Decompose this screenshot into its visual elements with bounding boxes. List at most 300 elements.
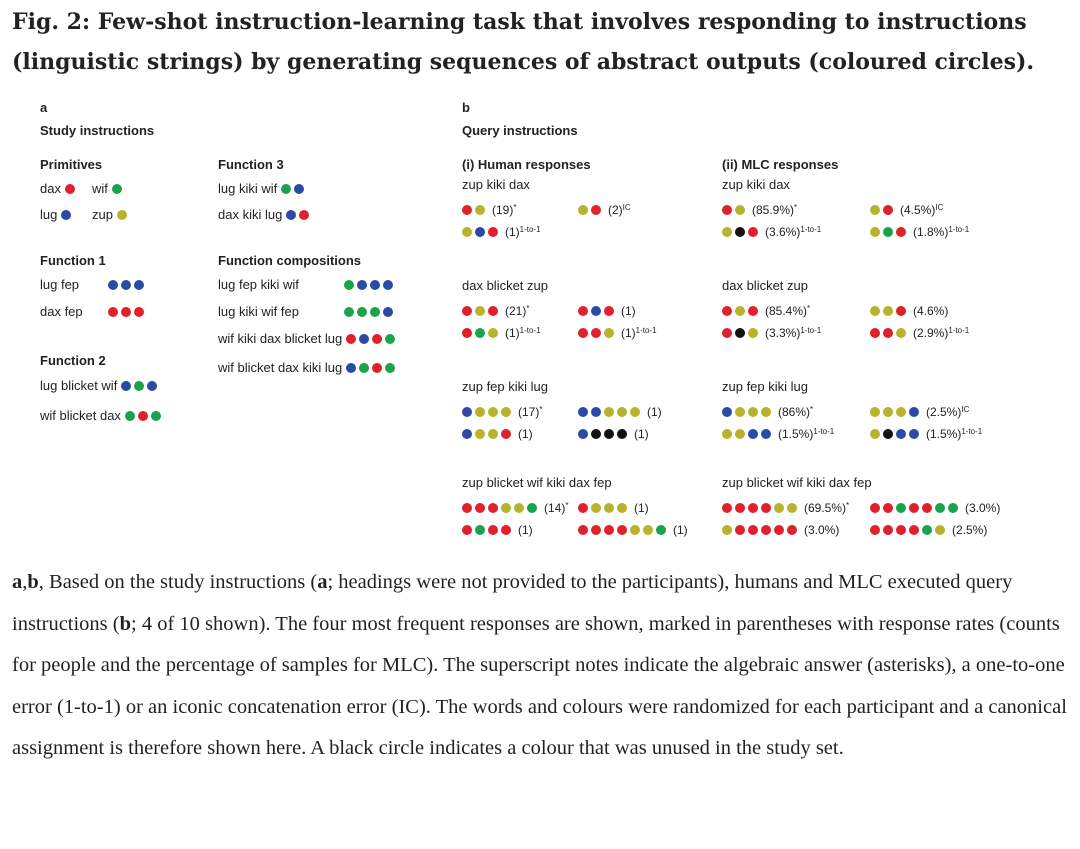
red-circle	[883, 525, 893, 535]
red-circle	[722, 306, 732, 316]
panel-b-heading: Query instructions	[462, 123, 578, 138]
dot-sequence	[870, 405, 922, 419]
response-rate: (69.5%)	[804, 501, 847, 515]
response-rate: (1)	[621, 304, 636, 318]
red-circle	[883, 205, 893, 215]
instruction-text: lug kiki wif fep	[218, 304, 299, 319]
blue-circle	[591, 306, 601, 316]
primitive-dax	[40, 181, 78, 197]
green-circle	[151, 411, 161, 421]
yellow-circle	[617, 407, 627, 417]
dot-sequence	[578, 523, 669, 537]
compositions-heading: Function compositions	[218, 253, 361, 268]
dot-sequence	[286, 207, 312, 223]
response-rate: (1)	[634, 501, 649, 515]
response-note: *	[810, 405, 814, 414]
response-rate: (86%)	[778, 405, 811, 419]
dot-sequence	[117, 207, 130, 223]
yellow-circle	[896, 328, 906, 338]
dot-sequence	[870, 304, 909, 318]
dot-sequence	[462, 405, 514, 419]
red-circle	[299, 210, 309, 220]
red-circle	[722, 328, 732, 338]
dot-sequence	[462, 203, 488, 217]
red-circle	[748, 227, 758, 237]
red-circle	[870, 503, 880, 513]
human-response	[462, 425, 533, 441]
panel-b-label: b	[462, 100, 470, 115]
yellow-circle	[488, 328, 498, 338]
blue-circle	[370, 280, 380, 290]
red-circle	[883, 503, 893, 513]
red-circle	[462, 525, 472, 535]
yellow-circle	[870, 306, 880, 316]
red-circle	[896, 227, 906, 237]
dot-sequence	[870, 501, 961, 515]
blue-circle	[61, 210, 71, 220]
human-response	[578, 403, 662, 419]
red-circle	[578, 503, 588, 513]
response-rate: (3.3%)	[765, 326, 801, 340]
yellow-circle	[935, 525, 945, 535]
composition-item	[218, 360, 398, 376]
dot-sequence	[462, 523, 514, 537]
yellow-circle	[617, 503, 627, 513]
red-circle	[108, 307, 118, 317]
red-circle	[134, 307, 144, 317]
blue-circle	[591, 407, 601, 417]
primitive-word: wif	[92, 181, 108, 196]
response-note: IC	[622, 203, 631, 212]
mlc-response	[722, 403, 813, 419]
red-circle	[604, 306, 614, 316]
response-rate: (19)	[492, 203, 514, 217]
red-circle	[65, 184, 75, 194]
function2-item	[40, 408, 164, 424]
query-text: zup kiki dax	[722, 177, 790, 192]
dot-sequence	[346, 360, 398, 376]
human-response	[462, 324, 541, 340]
response-rate: (1)	[634, 427, 649, 441]
blue-circle	[134, 280, 144, 290]
dot-sequence	[65, 181, 78, 197]
yellow-circle	[462, 227, 472, 237]
panel-a-heading: Study instructions	[40, 123, 155, 138]
dot-sequence	[722, 326, 761, 340]
mlc-response	[722, 324, 821, 340]
query-text: dax blicket zup	[722, 278, 808, 293]
green-circle	[656, 525, 666, 535]
red-circle	[462, 306, 472, 316]
instruction-text: lug blicket wif	[40, 378, 118, 393]
response-note: 1-to-1	[800, 225, 822, 234]
dot-sequence	[61, 207, 74, 223]
response-note: *	[807, 304, 811, 313]
blue-circle	[909, 429, 919, 439]
function1-item	[40, 277, 147, 293]
human-response	[462, 403, 542, 419]
dot-sequence	[578, 203, 604, 217]
blue-circle	[896, 429, 906, 439]
response-rate: (85.9%)	[752, 203, 795, 217]
yellow-circle	[896, 407, 906, 417]
green-circle	[527, 503, 537, 513]
red-circle	[121, 307, 131, 317]
figure-title: Fig. 2: Few-shot instruction-learning task that involves responding to instructions (linguistic strings) by generating sequences of abstract outputs (coloured circles).	[12, 9, 1035, 75]
yellow-circle	[604, 503, 614, 513]
mlc-response	[870, 403, 969, 419]
blue-circle	[286, 210, 296, 220]
red-circle	[787, 525, 797, 535]
yellow-circle	[870, 407, 880, 417]
response-note: *	[526, 304, 530, 313]
mlc-response	[870, 302, 948, 318]
human-response	[578, 201, 631, 217]
red-circle	[870, 525, 880, 535]
human-responses-heading: (i) Human responses	[462, 157, 591, 172]
response-note: *	[565, 501, 569, 510]
yellow-circle	[787, 503, 797, 513]
response-note: 1-to-1	[519, 326, 541, 335]
human-response	[578, 521, 688, 537]
red-circle	[909, 503, 919, 513]
dot-sequence	[578, 501, 630, 515]
human-response	[462, 223, 541, 239]
yellow-circle	[722, 227, 732, 237]
response-rate: (1.5%)	[926, 427, 962, 441]
red-circle	[909, 525, 919, 535]
yellow-circle	[735, 429, 745, 439]
yellow-circle	[604, 328, 614, 338]
dot-sequence	[462, 501, 540, 515]
green-circle	[883, 227, 893, 237]
blue-circle	[722, 407, 732, 417]
response-rate: (2)	[608, 203, 623, 217]
dot-sequence	[722, 304, 761, 318]
response-rate: (2.9%)	[913, 326, 949, 340]
yellow-circle	[761, 407, 771, 417]
dot-sequence	[281, 181, 307, 197]
human-response	[462, 499, 568, 515]
dot-sequence	[722, 203, 748, 217]
yellow-circle	[774, 503, 784, 513]
black-circle	[883, 429, 893, 439]
response-rate: (2.5%)	[926, 405, 962, 419]
green-circle	[344, 280, 354, 290]
primitive-word: dax	[40, 181, 61, 196]
mlc-response	[870, 425, 982, 441]
blue-circle	[578, 429, 588, 439]
mlc-responses-heading: (ii) MLC responses	[722, 157, 839, 172]
primitives-heading: Primitives	[40, 157, 103, 172]
red-circle	[604, 525, 614, 535]
instruction-text: wif blicket dax kiki lug	[218, 360, 343, 375]
dot-sequence	[462, 326, 501, 340]
blue-circle	[359, 334, 369, 344]
human-response	[462, 521, 533, 537]
yellow-circle	[883, 306, 893, 316]
response-rate: (85.4%)	[765, 304, 808, 318]
yellow-circle	[630, 525, 640, 535]
green-circle	[112, 184, 122, 194]
response-note: 1-to-1	[948, 326, 970, 335]
red-circle	[748, 306, 758, 316]
blue-circle	[462, 429, 472, 439]
dot-sequence	[462, 304, 501, 318]
yellow-circle	[117, 210, 127, 220]
instruction-text: dax kiki lug	[218, 207, 283, 222]
response-rate: (1.5%)	[778, 427, 814, 441]
black-circle	[735, 227, 745, 237]
blue-circle	[748, 429, 758, 439]
yellow-circle	[475, 205, 485, 215]
function2-heading: Function 2	[40, 353, 106, 368]
response-note: IC	[935, 203, 944, 212]
caption-ref-b: b	[119, 612, 132, 635]
response-rate: (14)	[544, 501, 566, 515]
caption-label-b: b	[27, 571, 39, 593]
query-text: zup blicket wif kiki dax fep	[462, 475, 612, 490]
red-circle	[896, 306, 906, 316]
query-text: dax blicket zup	[462, 278, 548, 293]
function1-item	[40, 304, 147, 320]
blue-circle	[346, 363, 356, 373]
dot-sequence	[112, 181, 125, 197]
blue-circle	[909, 407, 919, 417]
red-circle	[501, 429, 511, 439]
response-rate: (3.0%)	[965, 501, 1001, 515]
red-circle	[488, 227, 498, 237]
blue-circle	[294, 184, 304, 194]
function3-item	[218, 181, 307, 197]
response-note: 1-to-1	[519, 225, 541, 234]
green-circle	[922, 525, 932, 535]
red-circle	[591, 205, 601, 215]
primitive-word: lug	[40, 207, 58, 222]
mlc-response	[722, 302, 810, 318]
dot-sequence	[344, 304, 396, 320]
red-circle	[748, 503, 758, 513]
dot-sequence	[870, 523, 948, 537]
yellow-circle	[883, 407, 893, 417]
caption-text: ; headings were not provided to the participants), humans and MLC executed query instructions (	[12, 571, 1013, 635]
primitive-wif	[92, 181, 125, 197]
response-rate: (1)	[673, 523, 688, 537]
query-text: zup blicket wif kiki dax fep	[722, 475, 872, 490]
dot-sequence	[870, 203, 896, 217]
red-circle	[591, 525, 601, 535]
yellow-circle	[475, 306, 485, 316]
response-rate: (1.8%)	[913, 225, 949, 239]
response-rate: (1)	[647, 405, 662, 419]
green-circle	[948, 503, 958, 513]
red-circle	[922, 503, 932, 513]
red-circle	[748, 525, 758, 535]
caption-ref-a: a	[317, 571, 328, 593]
mlc-response	[870, 521, 987, 537]
response-note: 1-to-1	[948, 225, 970, 234]
red-circle	[346, 334, 356, 344]
figure-panels	[0, 96, 1080, 544]
red-circle	[475, 503, 485, 513]
dot-sequence	[462, 427, 514, 441]
dot-sequence	[578, 405, 643, 419]
caption-text: , Based on the study instructions (	[38, 571, 318, 593]
instruction-text: lug fep	[40, 277, 80, 292]
composition-item	[218, 277, 396, 293]
dot-sequence	[125, 408, 164, 424]
red-circle	[591, 328, 601, 338]
red-circle	[488, 503, 498, 513]
red-circle	[462, 503, 472, 513]
response-rate: (21)	[505, 304, 527, 318]
response-note: *	[794, 203, 798, 212]
human-response	[462, 201, 516, 217]
response-rate: (1)	[505, 326, 520, 340]
instruction-text: wif blicket dax	[40, 408, 121, 423]
dot-sequence	[722, 405, 774, 419]
mlc-response	[722, 201, 797, 217]
green-circle	[359, 363, 369, 373]
red-circle	[761, 525, 771, 535]
yellow-circle	[578, 205, 588, 215]
yellow-circle	[501, 503, 511, 513]
mlc-response	[722, 521, 839, 537]
yellow-circle	[748, 328, 758, 338]
response-note: *	[513, 203, 517, 212]
function2-item	[40, 378, 160, 394]
caption-text: ; 4 of 10 shown). The four most frequent responses are shown, marked in parentheses with response rates (counts for people and the percentage of samples for MLC). The superscript notes indicate the algebraic answer (asterisks), a one-to-one error (1-to-1) or an iconic concatenation error (IC). The words and colours were randomized for each participant and a canonical assignment is therefore shown here. A black circle indicates a colour that was unused in the study set.	[12, 612, 1067, 759]
human-response	[578, 302, 636, 318]
red-circle	[617, 525, 627, 535]
red-circle	[870, 328, 880, 338]
response-rate: (1)	[518, 523, 533, 537]
blue-circle	[383, 307, 393, 317]
response-note: *	[846, 501, 850, 510]
yellow-circle	[488, 407, 498, 417]
human-response	[462, 302, 529, 318]
yellow-circle	[604, 407, 614, 417]
green-circle	[896, 503, 906, 513]
green-circle	[357, 307, 367, 317]
response-rate: (1)	[621, 326, 636, 340]
response-note: IC	[961, 405, 970, 414]
mlc-response	[870, 201, 943, 217]
yellow-circle	[643, 525, 653, 535]
dot-sequence	[346, 331, 398, 347]
response-rate: (2.5%)	[952, 523, 988, 537]
yellow-circle	[514, 503, 524, 513]
response-rate: (4.5%)	[900, 203, 936, 217]
blue-circle	[475, 227, 485, 237]
response-rate: (1)	[518, 427, 533, 441]
yellow-circle	[488, 429, 498, 439]
composition-item	[218, 304, 396, 320]
red-circle	[735, 503, 745, 513]
yellow-circle	[735, 306, 745, 316]
red-circle	[578, 525, 588, 535]
green-circle	[134, 381, 144, 391]
instruction-text: lug kiki wif	[218, 181, 278, 196]
green-circle	[385, 363, 395, 373]
response-rate: (1)	[505, 225, 520, 239]
dot-sequence	[578, 427, 630, 441]
red-circle	[462, 328, 472, 338]
yellow-circle	[748, 407, 758, 417]
red-circle	[578, 328, 588, 338]
response-note: 1-to-1	[635, 326, 657, 335]
dot-sequence	[722, 427, 774, 441]
dot-sequence	[578, 326, 617, 340]
response-rate: (3.6%)	[765, 225, 801, 239]
yellow-circle	[722, 429, 732, 439]
yellow-circle	[722, 525, 732, 535]
function3-item	[218, 207, 312, 223]
blue-circle	[578, 407, 588, 417]
yellow-circle	[591, 503, 601, 513]
green-circle	[125, 411, 135, 421]
yellow-circle	[475, 429, 485, 439]
yellow-circle	[735, 205, 745, 215]
yellow-circle	[735, 407, 745, 417]
panel-a-label: a	[40, 100, 48, 115]
response-note: *	[539, 405, 543, 414]
mlc-response	[870, 324, 969, 340]
mlc-response	[722, 223, 821, 239]
yellow-circle	[870, 205, 880, 215]
response-rate: (17)	[518, 405, 540, 419]
red-circle	[462, 205, 472, 215]
function3-heading: Function 3	[218, 157, 284, 172]
mlc-response	[870, 223, 969, 239]
dot-sequence	[344, 277, 396, 293]
blue-circle	[147, 381, 157, 391]
yellow-circle	[870, 227, 880, 237]
red-circle	[883, 328, 893, 338]
dot-sequence	[870, 427, 922, 441]
caption-label-a: a	[12, 571, 23, 593]
black-circle	[591, 429, 601, 439]
mlc-response	[722, 499, 849, 515]
primitive-lug	[40, 207, 74, 223]
response-note: 1-to-1	[800, 326, 822, 335]
dot-sequence	[722, 225, 761, 239]
red-circle	[488, 306, 498, 316]
dot-sequence	[578, 304, 617, 318]
red-circle	[761, 503, 771, 513]
query-text: zup fep kiki lug	[462, 379, 548, 394]
red-circle	[722, 503, 732, 513]
red-circle	[372, 334, 382, 344]
green-circle	[370, 307, 380, 317]
query-text: zup kiki dax	[462, 177, 530, 192]
green-circle	[281, 184, 291, 194]
dot-sequence	[108, 304, 147, 320]
yellow-circle	[870, 429, 880, 439]
figure-caption	[12, 562, 1070, 770]
dot-sequence	[108, 277, 147, 293]
black-circle	[735, 328, 745, 338]
red-circle	[578, 306, 588, 316]
response-note: 1-to-1	[813, 427, 835, 436]
instruction-text: wif kiki dax blicket lug	[218, 331, 343, 346]
dot-sequence	[870, 326, 909, 340]
human-response	[578, 324, 657, 340]
response-rate: (4.6%)	[913, 304, 949, 318]
green-circle	[475, 525, 485, 535]
dot-sequence	[462, 225, 501, 239]
mlc-response	[722, 425, 834, 441]
